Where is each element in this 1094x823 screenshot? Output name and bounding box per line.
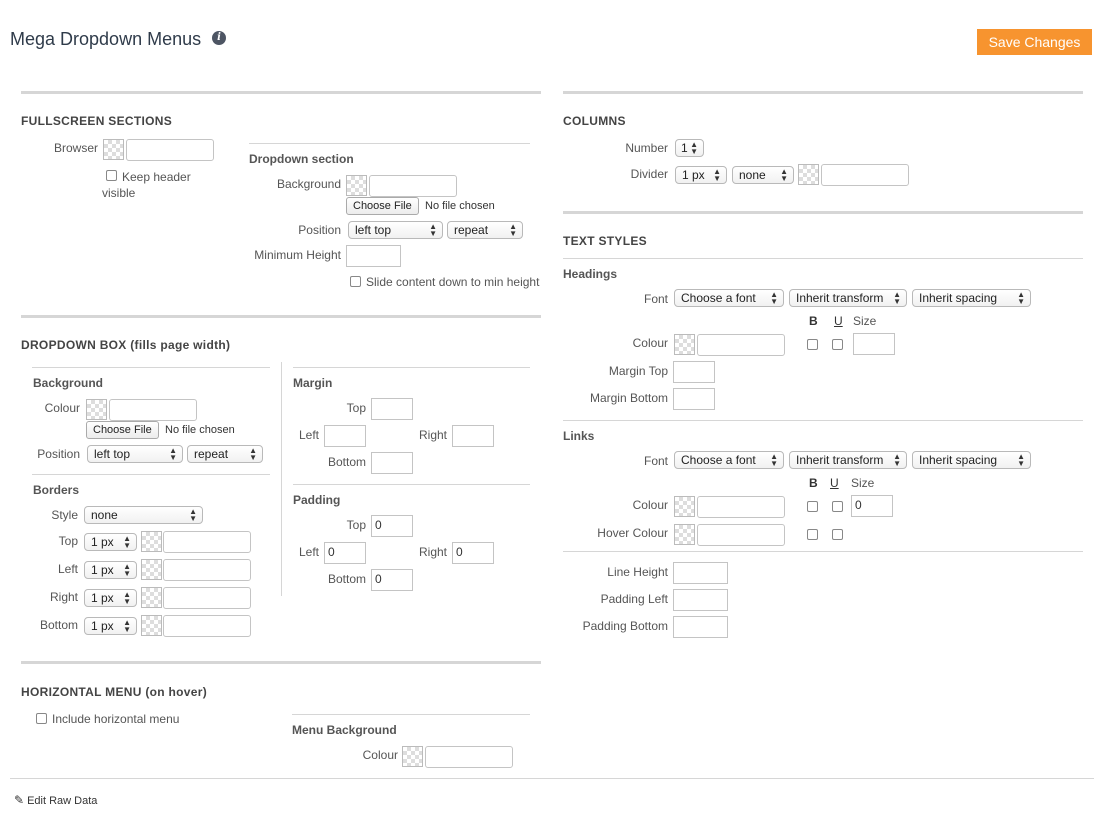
- db-choose-file-button[interactable]: Choose File: [86, 421, 159, 439]
- select-arrows-icon: ▲ ▼: [780, 167, 788, 183]
- column-divider: [281, 362, 282, 596]
- headings-margin-top-label: Margin Top: [608, 364, 668, 378]
- padding-bottom-input[interactable]: [673, 616, 728, 638]
- ds-position-select[interactable]: [348, 221, 443, 239]
- links-transform-select[interactable]: [789, 451, 907, 469]
- margin-bottom-label: Bottom: [327, 455, 366, 469]
- headings-bold-label: B: [809, 314, 818, 328]
- select-arrows-icon: ▲ ▼: [770, 290, 778, 306]
- ds-background-color-input[interactable]: [369, 175, 457, 197]
- dropdown-box-title: DROPDOWN BOX (fills page width): [21, 338, 231, 352]
- headings-transform-value: Inherit transform: [796, 291, 884, 305]
- db-repeat-select[interactable]: [187, 445, 263, 463]
- section-divider: [21, 315, 541, 318]
- menu-bg-colour-input[interactable]: [425, 746, 513, 768]
- select-arrows-icon: ▲ ▼: [169, 446, 177, 462]
- ds-background-swatch[interactable]: [346, 175, 367, 196]
- headings-underline-label: U: [834, 314, 843, 328]
- margin-right-input[interactable]: [452, 425, 494, 447]
- section-divider: [563, 211, 1083, 214]
- select-arrows-icon: ▲ ▼: [1017, 452, 1025, 468]
- border-bottom-width-value: 1 px: [91, 619, 114, 633]
- headings-size-input[interactable]: [853, 333, 895, 355]
- section-divider: [21, 91, 541, 94]
- footer-divider: [10, 778, 1094, 779]
- border-right-width-select[interactable]: [84, 589, 137, 607]
- select-arrows-icon: ▲ ▼: [123, 618, 131, 634]
- headings-margin-bottom-input[interactable]: [673, 388, 715, 410]
- border-left-swatch[interactable]: [141, 559, 162, 580]
- headings-margin-bottom-label: Margin Bottom: [589, 391, 668, 405]
- padding-top-input[interactable]: 0: [371, 515, 413, 537]
- padding-left-label: Left: [299, 545, 320, 559]
- padding-right-input[interactable]: 0: [452, 542, 494, 564]
- border-top-color-input[interactable]: [163, 531, 251, 553]
- links-hover-bold-checkbox[interactable]: [807, 529, 818, 540]
- border-left-width-select[interactable]: [84, 561, 137, 579]
- headings-font-value: Choose a font: [681, 291, 756, 305]
- ds-repeat-select[interactable]: [447, 221, 523, 239]
- padding-bottom-input[interactable]: 0: [371, 569, 413, 591]
- links-hover-colour-input[interactable]: [697, 524, 785, 546]
- border-right-swatch[interactable]: [141, 587, 162, 608]
- browser-color-swatch[interactable]: [103, 139, 124, 160]
- padding-bottom-label: Bottom: [327, 572, 366, 586]
- links-hover-underline-checkbox[interactable]: [832, 529, 843, 540]
- border-right-width-value: 1 px: [91, 591, 114, 605]
- border-bottom-label: Bottom: [39, 618, 78, 632]
- fullscreen-sections-title: FULLSCREEN SECTIONS: [21, 114, 173, 128]
- links-colour-label: Colour: [632, 498, 668, 512]
- headings-colour-input[interactable]: [697, 334, 785, 356]
- margin-right-label: Right: [419, 428, 448, 442]
- db-colour-label: Colour: [44, 401, 80, 415]
- columns-title: COLUMNS: [563, 114, 626, 128]
- keep-header-label: Keep header visible: [102, 170, 191, 200]
- ds-min-height-label: Minimum Height: [254, 248, 341, 262]
- links-font-value: Choose a font: [681, 453, 756, 467]
- ds-position-label: Position: [298, 223, 341, 237]
- browser-color-input[interactable]: [126, 139, 214, 161]
- links-hover-colour-swatch[interactable]: [674, 524, 695, 545]
- padding-left-input[interactable]: 0: [324, 542, 366, 564]
- border-top-width-value: 1 px: [91, 535, 114, 549]
- info-icon[interactable]: i: [212, 31, 226, 45]
- edit-raw-data-label: Edit Raw Data: [27, 795, 98, 807]
- select-arrows-icon: ▲ ▼: [123, 562, 131, 578]
- subsection-divider: [293, 367, 530, 368]
- select-arrows-icon: ▲ ▼: [893, 452, 901, 468]
- line-height-input[interactable]: [673, 562, 728, 584]
- links-transform-value: Inherit transform: [796, 453, 884, 467]
- menu-bg-colour-label: Colour: [362, 748, 398, 762]
- headings-colour-swatch[interactable]: [674, 334, 695, 355]
- headings-title: Headings: [563, 267, 618, 281]
- padding-title: Padding: [293, 493, 341, 507]
- divider-style-select[interactable]: [732, 166, 794, 184]
- padding-bottom-label: Padding Bottom: [582, 619, 668, 633]
- include-horizontal-menu-label: Include horizontal menu: [52, 712, 180, 726]
- horizontal-menu-title: HORIZONTAL MENU (on hover): [21, 685, 208, 699]
- margin-left-input[interactable]: [324, 425, 366, 447]
- links-spacing-value: Inherit spacing: [919, 453, 998, 467]
- links-underline-label: U: [830, 476, 839, 490]
- select-arrows-icon: ▲ ▼: [509, 222, 517, 238]
- slide-content-checkbox[interactable]: [350, 276, 361, 287]
- margin-title: Margin: [293, 376, 333, 390]
- ds-repeat-value: repeat: [454, 223, 489, 237]
- subsection-divider: [563, 420, 1083, 421]
- edit-raw-data-link[interactable]: [14, 793, 97, 807]
- padding-left-input[interactable]: [673, 589, 728, 611]
- border-style-value: none: [91, 508, 118, 522]
- db-colour-swatch[interactable]: [86, 399, 107, 420]
- save-changes-button[interactable]: Save Changes: [977, 29, 1092, 55]
- subsection-divider: [249, 143, 530, 144]
- columns-number-label: Number: [625, 141, 668, 155]
- border-top-width-select[interactable]: [84, 533, 137, 551]
- divider-width-select[interactable]: [675, 166, 727, 184]
- headings-size-label: Size: [853, 314, 877, 328]
- ds-position-value: left top: [355, 223, 392, 237]
- borders-title: Borders: [33, 483, 80, 497]
- divider-colour-input[interactable]: [821, 164, 909, 186]
- links-colour-input[interactable]: [697, 496, 785, 518]
- subsection-divider: [563, 551, 1083, 552]
- links-spacing-select[interactable]: [912, 451, 1031, 469]
- border-bottom-width-select[interactable]: [84, 617, 137, 635]
- select-arrows-icon: ▲ ▼: [713, 167, 721, 183]
- slide-content-label: Slide content down to min height: [366, 275, 540, 289]
- db-position-select[interactable]: [87, 445, 183, 463]
- divider-style-value: none: [739, 168, 766, 182]
- db-position-value: left top: [94, 447, 131, 461]
- subsection-divider: [293, 484, 530, 485]
- text-styles-title: TEXT STYLES: [563, 234, 647, 248]
- border-right-color-input[interactable]: [163, 587, 251, 609]
- select-arrows-icon: ▲ ▼: [123, 534, 131, 550]
- border-top-label: Top: [58, 534, 78, 548]
- border-top-swatch[interactable]: [141, 531, 162, 552]
- border-right-label: Right: [49, 590, 78, 604]
- links-bold-checkbox[interactable]: [807, 501, 818, 512]
- links-size-input[interactable]: 0: [851, 495, 893, 517]
- links-size-label: Size: [851, 476, 875, 490]
- subsection-divider: [292, 714, 530, 715]
- border-left-color-input[interactable]: [163, 559, 251, 581]
- browser-label: Browser: [53, 141, 98, 155]
- pencil-icon: ✎: [14, 793, 25, 807]
- padding-right-label: Right: [419, 545, 448, 559]
- links-title: Links: [563, 429, 595, 443]
- border-style-label: Style: [51, 508, 78, 522]
- select-arrows-icon: ▲ ▼: [189, 507, 197, 523]
- divider-label: Divider: [630, 167, 668, 181]
- border-style-select[interactable]: [84, 506, 203, 524]
- db-background-title: Background: [33, 376, 104, 390]
- margin-top-label: Top: [346, 401, 366, 415]
- headings-font-label: Font: [643, 292, 668, 306]
- links-underline-checkbox[interactable]: [832, 501, 843, 512]
- headings-spacing-value: Inherit spacing: [919, 291, 998, 305]
- columns-number-value: 1: [681, 141, 688, 155]
- links-bold-label: B: [809, 476, 818, 490]
- dropdown-section-title: Dropdown section: [249, 152, 354, 166]
- margin-top-input[interactable]: [371, 398, 413, 420]
- ds-choose-file-button[interactable]: Choose File: [346, 197, 419, 215]
- headings-colour-label: Colour: [632, 336, 668, 350]
- padding-left-label: Padding Left: [600, 592, 668, 606]
- select-arrows-icon: ▲ ▼: [770, 452, 778, 468]
- headings-margin-top-input[interactable]: [673, 361, 715, 383]
- links-font-select[interactable]: [674, 451, 784, 469]
- select-arrows-icon: ▲ ▼: [249, 446, 257, 462]
- margin-bottom-input[interactable]: [371, 452, 413, 474]
- links-colour-swatch[interactable]: [674, 496, 695, 517]
- border-bottom-color-input[interactable]: [163, 615, 251, 637]
- section-divider: [21, 661, 541, 664]
- select-arrows-icon: ▲ ▼: [690, 140, 698, 156]
- select-arrows-icon: ▲ ▼: [1017, 290, 1025, 306]
- margin-left-label: Left: [299, 428, 320, 442]
- border-left-width-value: 1 px: [91, 563, 114, 577]
- select-arrows-icon: ▲ ▼: [429, 222, 437, 238]
- select-arrows-icon: ▲ ▼: [893, 290, 901, 306]
- ds-no-file-text: No file chosen: [425, 200, 495, 212]
- headings-spacing-select[interactable]: [912, 289, 1031, 307]
- select-arrows-icon: ▲ ▼: [123, 590, 131, 606]
- db-position-label: Position: [37, 447, 80, 461]
- columns-number-select[interactable]: [675, 139, 704, 157]
- db-repeat-value: repeat: [194, 447, 229, 461]
- db-colour-input[interactable]: [109, 399, 197, 421]
- headings-transform-select[interactable]: [789, 289, 907, 307]
- divider-width-value: 1 px: [682, 168, 705, 182]
- menu-bg-colour-swatch[interactable]: [402, 746, 423, 767]
- include-horizontal-menu-checkbox[interactable]: [36, 713, 47, 724]
- links-hover-colour-label: Hover Colour: [597, 526, 668, 540]
- headings-font-select[interactable]: [674, 289, 784, 307]
- ds-min-height-input[interactable]: [346, 245, 401, 267]
- divider-colour-swatch[interactable]: [798, 164, 819, 185]
- line-height-label: Line Height: [607, 565, 668, 579]
- headings-underline-checkbox[interactable]: [832, 339, 843, 350]
- links-font-label: Font: [643, 454, 668, 468]
- db-no-file-text: No file chosen: [165, 424, 235, 436]
- border-left-label: Left: [57, 562, 78, 576]
- padding-top-label: Top: [346, 518, 366, 532]
- page-title: Mega Dropdown Menus: [10, 29, 202, 49]
- subsection-divider: [563, 258, 1083, 259]
- subsection-divider: [32, 367, 270, 368]
- menu-background-title: Menu Background: [292, 723, 397, 737]
- ds-background-label: Background: [276, 177, 341, 191]
- subsection-divider: [32, 474, 270, 475]
- headings-bold-checkbox[interactable]: [807, 339, 818, 350]
- border-bottom-swatch[interactable]: [141, 615, 162, 636]
- section-divider: [563, 91, 1083, 94]
